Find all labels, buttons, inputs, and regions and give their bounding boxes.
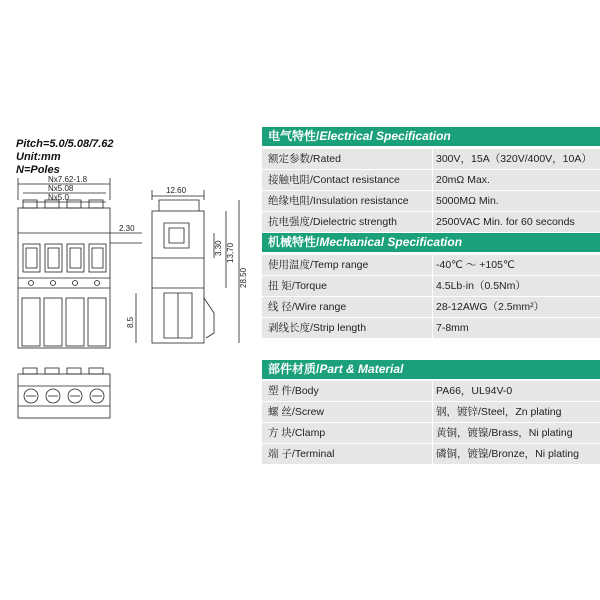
spec-row-insulation-resistance: 绝缘电阻/Insulation resistance 5000MΩ Min.: [262, 191, 600, 211]
spec-row-contact-resistance: 接触电阻/Contact resistance 20mΩ Max.: [262, 170, 600, 190]
spec-row-screw: 螺 丝/Screw 钢，镀锌/Steel，Zn plating: [262, 402, 600, 422]
spec-row-torque: 扭 矩/Torque 4.5Lb·in（0.5Nm）: [262, 276, 600, 296]
connector-drawing: [14, 138, 259, 468]
dim-85: 8.5: [126, 316, 135, 328]
spec-row-body: 塑 件/Body PA66，UL94V-0: [262, 381, 600, 401]
bottom-view-screws: [24, 389, 104, 403]
pitch-text: Pitch=5.0/5.08/7.62: [16, 138, 114, 150]
dim-nx508: Nx5.08: [48, 184, 74, 193]
material-spec-header: 部件材质/Part & Material: [262, 360, 600, 379]
spec-row-temp-range: 使用温度/Temp range -40℃ ～ +105℃: [262, 255, 600, 275]
spec-row-terminal: 端 子/Terminal 磷铜，镀镍/Bronze，Ni plating: [262, 444, 600, 464]
dim-1370: 13,70: [226, 242, 235, 263]
mechanical-spec-header: 机械特性/Mechanical Specification: [262, 233, 600, 252]
poles-text: N=Poles: [16, 164, 60, 176]
technical-drawing-panel: [14, 138, 259, 468]
spec-row-clamp: 方 块/Clamp 黄铜，镀镍/Brass，Ni plating: [262, 423, 600, 443]
spec-row-strip-length: 剥线长度/Strip length 7-8mm: [262, 318, 600, 338]
dim-1260: 12.60: [166, 186, 187, 195]
spec-row-dielectric-strength: 抗电强度/Dielectric strength 2500VAC Min. for 60 seconds: [262, 212, 600, 232]
spec-row-rated: 额定参数/Rated 300V，15A（320V/400V，10A）: [262, 149, 600, 169]
spec-row-wire-range: 线 径/Wire range 28-12AWG（2.5mm²）: [262, 297, 600, 317]
specification-panel: [262, 0, 600, 600]
dim-nx50: Nx5.0: [48, 193, 69, 202]
dim-330: 3.30: [214, 240, 223, 256]
dim-230: 2.30: [119, 224, 135, 233]
electrical-spec-header: 电气特性/Electrical Specification: [262, 127, 600, 146]
dim-nx762: Nx7.62-1.8: [48, 175, 88, 184]
front-view-screw-windows: [23, 244, 106, 272]
unit-text: Unit:mm: [16, 151, 61, 163]
dim-2850: 28.50: [239, 267, 248, 288]
